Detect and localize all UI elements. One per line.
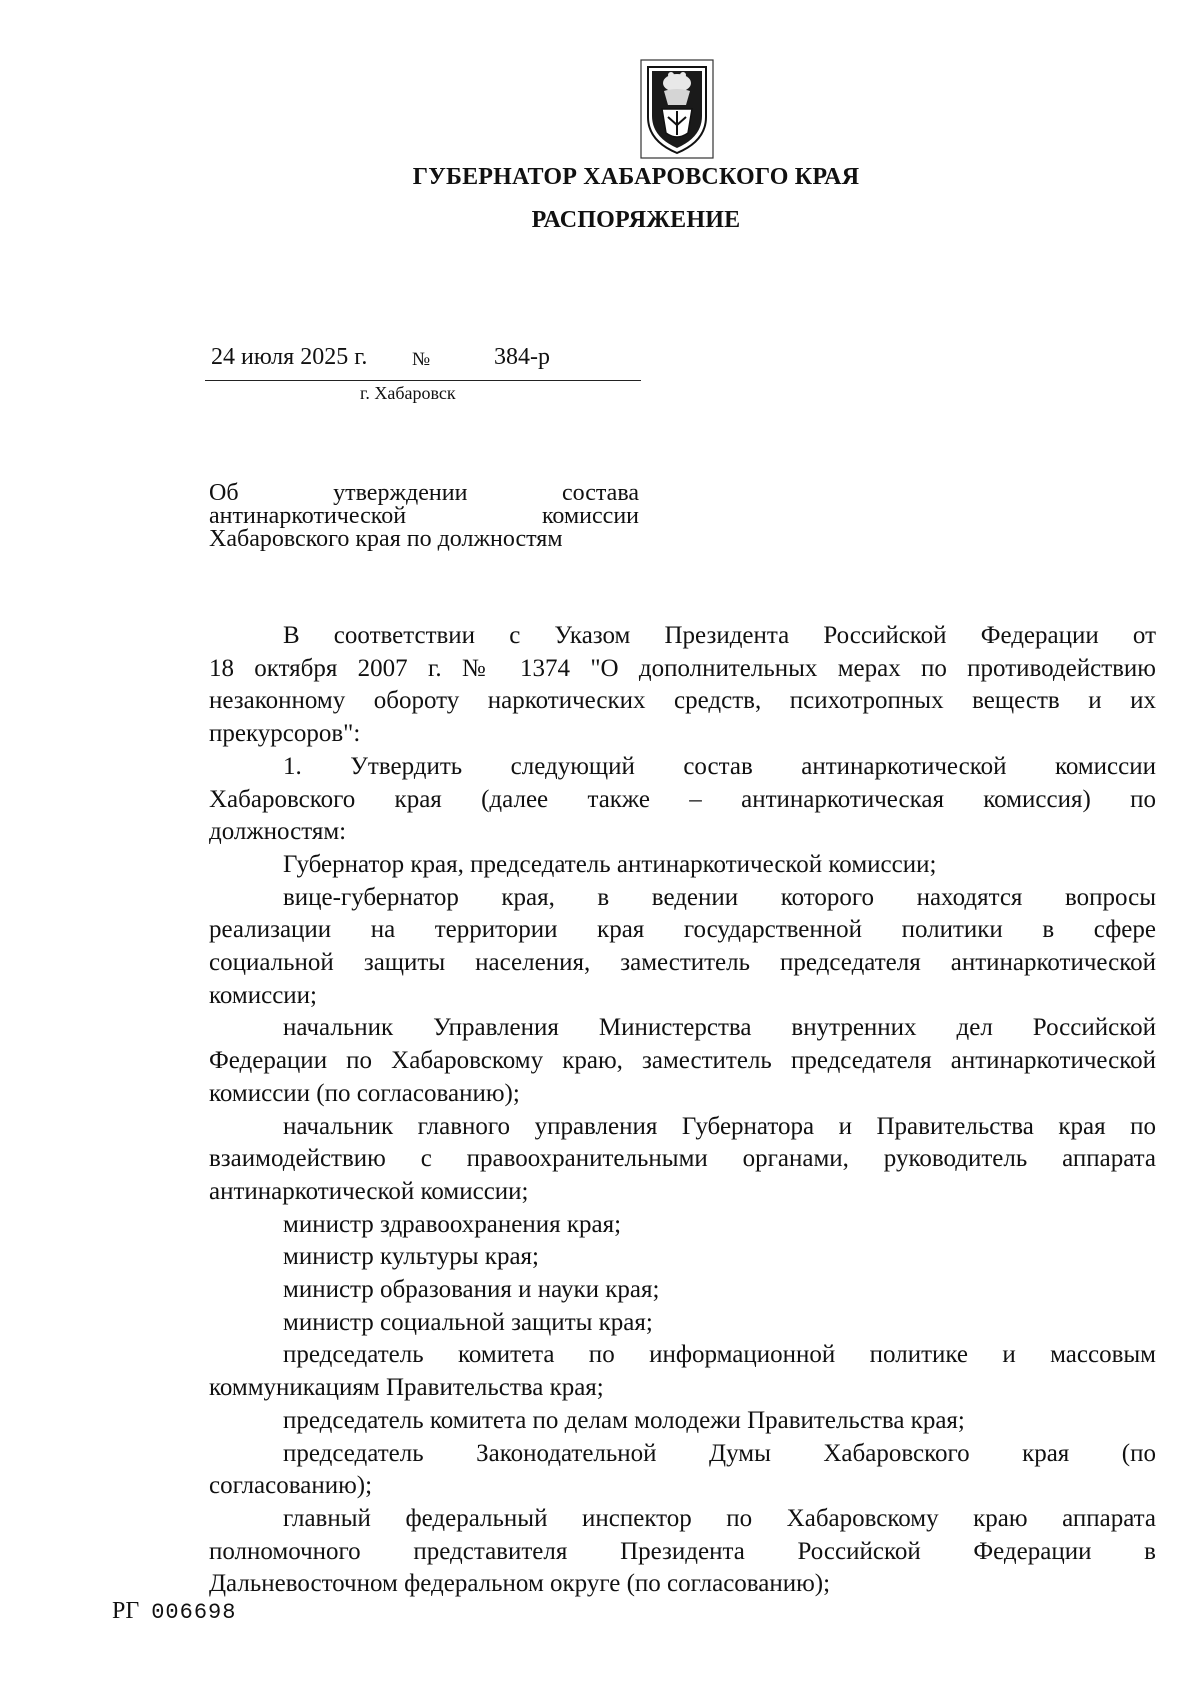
body-paragraph <box>209 751 1156 849</box>
body-line: председатель Законодательной Думы Хабаровского края (по <box>283 1439 1156 1467</box>
subject-line: Хабаровского края по должностям <box>209 526 563 552</box>
body-line: взаимодействию с правоохранительными органами, руководитель аппарата <box>209 1145 1156 1173</box>
subject-line: Об утверждении состава <box>209 480 639 506</box>
document-number: 384-р <box>494 344 550 370</box>
body-line: незаконному обороту наркотических средств, психотропных веществ и их <box>209 687 1156 715</box>
body-line: прекурсоров": <box>209 720 361 748</box>
body-paragraph <box>209 1209 1156 1242</box>
body-line: социальной защиты населения, заместитель председателя антинаркотической <box>209 949 1156 977</box>
issue-city: г. Хабаровск <box>360 383 456 403</box>
body-line: Дальневосточном федеральном округе (по согласованию); <box>209 1570 831 1598</box>
body-line: министр культуры края; <box>283 1243 539 1271</box>
body-paragraph <box>209 1274 1156 1307</box>
document-date: 24 июля 2025 г. <box>211 344 368 370</box>
document-type-title: РАСПОРЯЖЕНИЕ <box>531 207 741 233</box>
body-line: министр образования и науки края; <box>283 1276 660 1304</box>
body-line: В соответствии с Указом Президента Российской Федерации от <box>283 622 1156 649</box>
body-line: антинаркотической комиссии; <box>209 1177 529 1205</box>
form-serial-footer <box>112 1598 236 1625</box>
body-line: полномочного представителя Президента Российской Федерации в <box>209 1537 1156 1565</box>
body-line: председатель комитета по информационной политике и массовым <box>283 1341 1156 1369</box>
subject-line: антинаркотической комиссии <box>209 503 639 529</box>
form-serial-number: 006698 <box>151 1600 237 1625</box>
body-line: 18 октября 2007 г. № 1374 "О дополнительных мерах по противодействию <box>209 654 1156 682</box>
body-line: Хабаровского края (далее также – антинаркотическая комиссия) по <box>209 785 1156 813</box>
body-paragraph <box>209 1307 1156 1340</box>
body-line: комиссии; <box>209 981 317 1009</box>
body-line: комиссии (по согласованию); <box>209 1079 520 1107</box>
body-line: согласованию); <box>209 1472 373 1500</box>
body-paragraph <box>209 1405 1156 1438</box>
body-line: реализации на территории края государственной политики в сфере <box>209 916 1156 944</box>
body-paragraph <box>209 1111 1156 1209</box>
body-line: вице-губернатор края, в ведении которого находятся вопросы <box>283 883 1156 911</box>
authority-title: ГУБЕРНАТОР ХАБАРОВСКОГО КРАЯ <box>412 164 860 190</box>
body-paragraph <box>209 1241 1156 1274</box>
body-line: должностям: <box>209 818 347 846</box>
body-line: коммуникациям Правительства края; <box>209 1374 604 1402</box>
body-line: министр здравоохранения края; <box>283 1210 622 1238</box>
number-sign: № <box>412 349 431 370</box>
body-paragraph <box>209 1503 1156 1601</box>
body-line: министр социальной защиты края; <box>283 1308 653 1336</box>
body-line: Губернатор края, председатель антинаркотической комиссии; <box>283 850 937 878</box>
document-subject <box>209 482 639 551</box>
body-paragraph <box>209 849 1156 882</box>
body-paragraph <box>209 1438 1156 1503</box>
body-line: начальник главного управления Губернатора и Правительства края по <box>283 1112 1156 1140</box>
coat-of-arms-emblem <box>640 59 714 159</box>
body-paragraph <box>209 1012 1156 1110</box>
body-paragraph <box>209 882 1156 1013</box>
body-paragraph <box>209 1339 1156 1404</box>
body-line: председатель комитета по делам молодежи Правительства края; <box>283 1406 965 1434</box>
document-body <box>209 620 1156 1601</box>
body-line: начальник Управления Министерства внутренних дел Российской <box>283 1014 1156 1042</box>
body-line: Федерации по Хабаровскому краю, заместитель председателя антинаркотической <box>209 1047 1156 1075</box>
body-paragraph <box>209 620 1156 751</box>
body-line: 1. Утвердить следующий состав антинаркотической комиссии <box>283 752 1156 780</box>
form-series: РГ <box>112 1598 140 1624</box>
body-line: главный федеральный инспектор по Хабаровскому краю аппарата <box>283 1504 1156 1532</box>
date-number-line <box>205 344 641 381</box>
